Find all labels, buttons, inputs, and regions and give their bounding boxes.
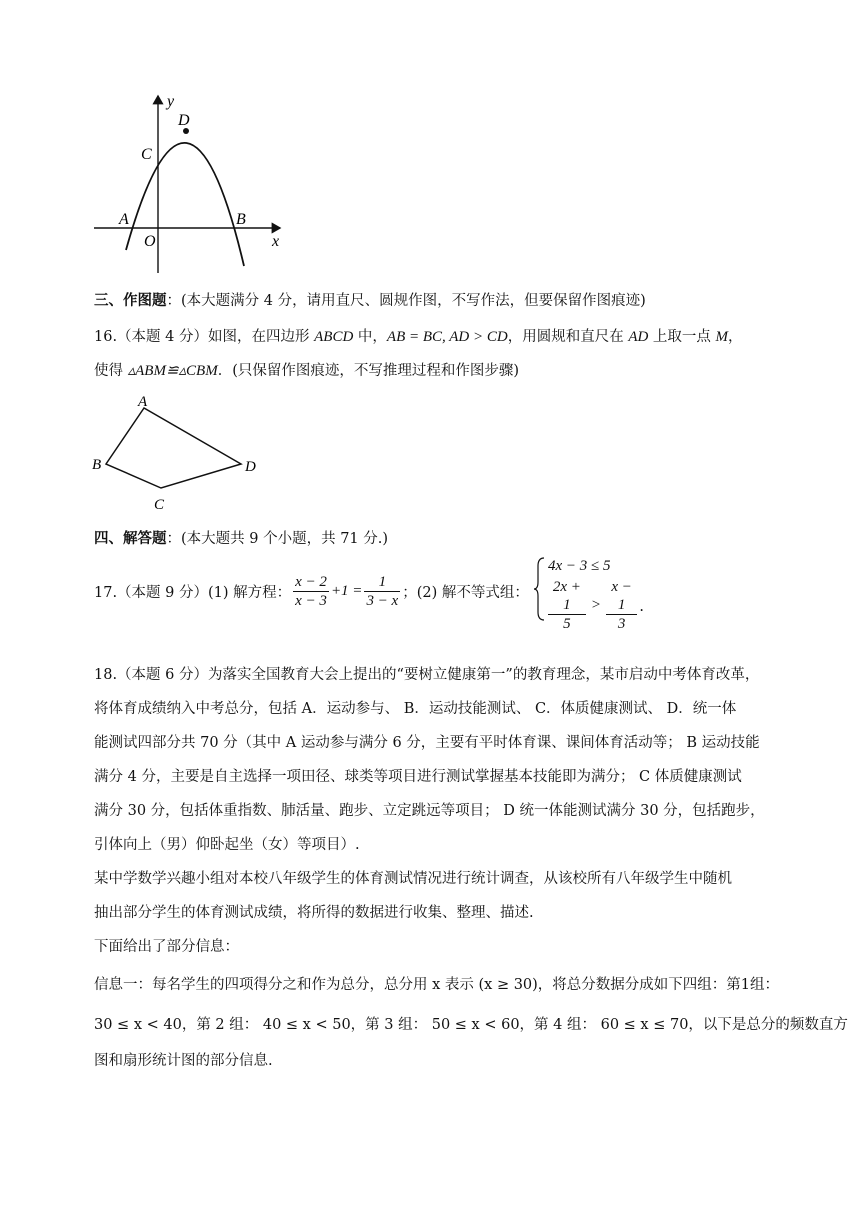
q16-text-d: 上取一点 [648, 329, 716, 345]
q18-line-8: 抽出部分学生的体育测试成绩，将所得的数据进行收集、整理、描述. [94, 905, 534, 921]
section-3-heading-line [94, 291, 646, 311]
label-c: C [141, 146, 152, 163]
q17-frac-2-den: 3 − x [366, 592, 399, 609]
section-4-note: ：(本大题共 9 个小题，共 71 分.) [166, 531, 389, 547]
q17-ineq-2-rnum: x − 1 [606, 578, 637, 615]
quadrilateral-abcd [106, 408, 241, 488]
q17-ineq-2-left [548, 578, 586, 633]
q18-line-10: 信息一：每名学生的四项得分之和作为总分，总分用 x 表示 (x ≥ 30)，将总分数据分成如下四组：第1组： [94, 977, 780, 993]
q16-ad: AD [628, 329, 649, 345]
label-x: x [272, 233, 280, 250]
section-4-heading-line [94, 529, 388, 549]
q18-line-9: 下面给出了部分信息： [94, 939, 239, 955]
q17-eq-mid: +1 = [330, 582, 363, 599]
q18-line-4: 满分 4 分，主要是自主选择一项田径、球类等项目进行测试掌握基本技能即为满分； C 体质健康测试 [94, 769, 742, 785]
q16-text-b: 中， [353, 329, 387, 345]
q17-frac-1 [293, 573, 329, 610]
q17-ineq-1: 4x − 3 ≤ 5 [548, 558, 611, 574]
section-3-heading: 三、作图题 [94, 292, 167, 309]
q17-prefix: 17.（本题 9 分）(1) 解方程： [94, 584, 292, 601]
q17-ineq-2-lden: 5 [563, 616, 571, 632]
label-a: A [119, 211, 129, 228]
q17-inequality-system [534, 556, 644, 632]
q18-line-1: 18.（本题 6 分）为落实全国教育大会上提出的“要树立健康第一”的教育理念，某市启动中考体育改革， [94, 667, 760, 683]
quad-label-b: B [92, 457, 102, 473]
q17-frac-2 [364, 573, 400, 610]
quad-label-d: D [245, 459, 256, 475]
q17-end: . [639, 596, 644, 615]
q17-frac-2-num: 1 [364, 573, 400, 592]
quad-label-c: C [154, 497, 165, 513]
q18-line-11: 30 ≤ x < 40，第 2 组： 40 ≤ x < 50，第 3 组： 50 ≤ x < 60，第 4 组： 60 ≤ x ≤ 70，以下是总分的频数直方 [94, 1017, 848, 1033]
q17-ineq-2-right [606, 578, 637, 633]
q16-text-a: 16.（本题 4 分）如图，在四边形 [94, 329, 315, 345]
q16-abcd: ABCD [314, 329, 354, 345]
q17-ineq-2-lnum: 2x + 1 [548, 578, 586, 615]
q16-congruence: ▵ABM≌▵CBM [127, 363, 218, 379]
label-b: B [236, 211, 246, 228]
q16-text-c: ，用圆规和直尺在 [507, 329, 629, 345]
q17-ineq-2-rden: 3 [617, 616, 626, 632]
q16-line-1 [94, 327, 743, 347]
q16-text-g: ．(只保留作图痕迹，不写推理过程和作图步骤) [217, 363, 520, 379]
q18-line-5: 满分 30 分，包括体重指数、肺活量、跑步、立定跳远等项目； D 统一体能测试满分 30 分，包括跑步， [94, 803, 765, 819]
parabola-figure [88, 88, 298, 278]
q17-ineq-2-op: > [590, 597, 601, 613]
q17-ineq-2 [546, 578, 644, 633]
q18-line-3: 能测试四部分共 70 分（其中 A 运动参与满分 6 分，主要有平时体育课、课间体育活动等； B 运动技能 [94, 735, 760, 751]
section-3-note: ：(本大题满分 4 分，请用直尺、圆规作图，不写作法，但要保留作图痕迹) [166, 293, 646, 309]
q16-m: M [715, 329, 729, 345]
label-d: D [178, 112, 190, 129]
q18-line-12: 图和扇形统计图的部分信息. [94, 1053, 273, 1069]
q16-text-f: 使得 [94, 363, 128, 379]
label-o: O [144, 233, 156, 250]
q17-frac-1-num: x − 2 [295, 573, 327, 590]
quad-label-a: A [138, 394, 148, 410]
label-y: y [167, 93, 175, 110]
q18-line-2: 将体育成绩纳入中考总分，包括 A．运动参与、 B．运动技能测试、 C．体质健康测试、 D．统一体 [94, 701, 737, 717]
quadrilateral-figure [88, 392, 268, 514]
section-4-heading: 四、解答题 [94, 530, 167, 547]
q16-text-e: ， [728, 329, 743, 345]
q18-line-7: 某中学数学兴趣小组对本校八年级学生的体育测试情况进行统计调查，从该校所有八年级学生中随机 [94, 871, 732, 887]
brace-icon [534, 556, 546, 622]
q17-line [94, 570, 529, 612]
q18-line-6: 引体向上（男）仰卧起坐（女）等项目）. [94, 837, 360, 853]
q16-condition: AB = BC, AD > CD [386, 329, 508, 345]
q17-mid: ；(2) 解不等式组： [402, 584, 529, 601]
q16-line-2 [94, 361, 519, 381]
q17-frac-1-den: x − 3 [295, 592, 327, 609]
